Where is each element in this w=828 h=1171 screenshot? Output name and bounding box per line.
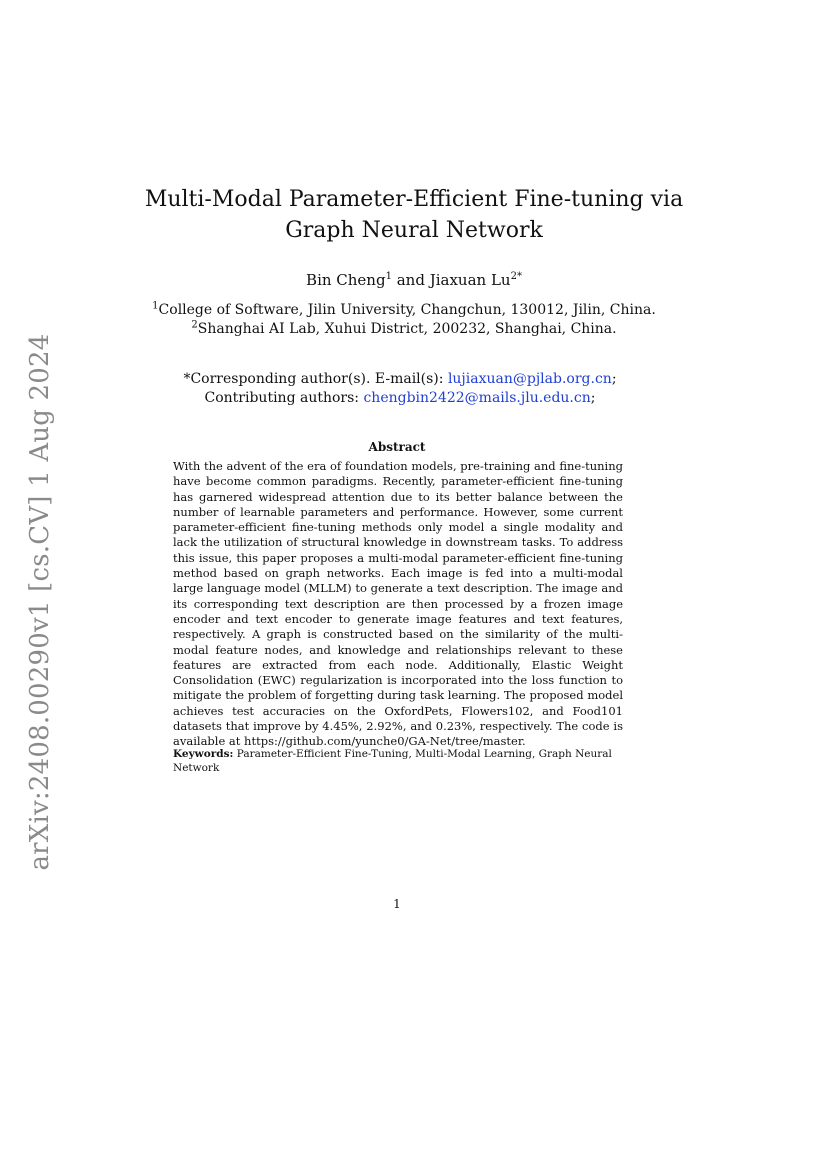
author-2-name: Jiaxuan Lu bbox=[429, 271, 511, 289]
affiliation-1-marker: 1 bbox=[152, 300, 159, 312]
paper-title bbox=[0, 184, 828, 246]
contributing-suffix: ; bbox=[590, 390, 596, 406]
keywords-text: Parameter-Efficient Fine-Tuning, Multi-Modal Learning, Graph Neural Network bbox=[173, 748, 616, 774]
title-line-1: Multi-Modal Parameter-Efficient Fine-tuning via bbox=[144, 187, 684, 212]
affiliation-2-text: Shanghai AI Lab, Xuhui District, 200232, Shanghai, China. bbox=[197, 321, 617, 337]
corresponding-label: *Corresponding author(s). E-mail(s): bbox=[183, 371, 448, 387]
corresponding-author-line bbox=[0, 370, 800, 389]
title-line-2: Graph Neural Network bbox=[285, 218, 543, 243]
arxiv-sidebar bbox=[20, 333, 60, 871]
arxiv-identifier: arXiv:2408.00290v1 [cs.CV] 1 Aug 2024 bbox=[25, 333, 55, 871]
keywords bbox=[173, 748, 623, 775]
abstract-body: With the advent of the era of foundation models, pre-training and fine-tuning have become common paradigms. Recently, parameter-efficient fine-tuning has garnered widespread attention due to its better balance between the number of learnable parameters and performance. However, some current parameter-efficient fine-tuning methods only model a single modality and lack the utilization of structural knowledge in downstream tasks. To address this issue, this paper proposes a multi-modal parameter-efficient fine-tuning method based on graph networks. Each image is fed into a multi-modal large language model (MLLM) to generate a text description. The image and its corresponding text description are then processed by a frozen image encoder and text encoder to generate image features and text features, respectively. A graph is constructed based on the similarity of the multi-modal feature nodes, and knowledge and relationships relevant to these features are extracted from each node. Additionally, Elastic Weight Consolidation (EWC) regularization is incorporated into the loss function to mitigate the problem of forgetting during task learning. The proposed model achieves test accuracies on the OxfordPets, Flowers102, and Food101 datasets that improve by 4.45%, 2.92%, and 0.23%, respectively. The code is available at https://github.com/yunche0/GA-Net/tree/master. bbox=[173, 459, 623, 749]
corresponding-email-link[interactable]: lujiaxuan@pjlab.org.cn bbox=[447, 371, 612, 387]
corresponding-suffix: ; bbox=[611, 371, 617, 387]
affiliation-2 bbox=[0, 320, 808, 339]
contributing-author-line bbox=[0, 389, 800, 408]
affiliations bbox=[0, 301, 808, 339]
abstract-heading: Abstract bbox=[368, 440, 426, 454]
contributing-email-link[interactable]: chengbin2422@mails.jlu.edu.cn bbox=[363, 390, 591, 406]
contributing-label: Contributing authors: bbox=[204, 390, 364, 406]
keywords-label: Keywords: bbox=[173, 748, 234, 760]
author-list bbox=[0, 270, 828, 290]
affiliation-2-marker: 2 bbox=[191, 319, 198, 331]
affiliation-1 bbox=[0, 301, 808, 320]
page-number: 1 bbox=[393, 897, 401, 911]
affiliation-1-text: College of Software, Jilin University, Changchun, 130012, Jilin, China. bbox=[158, 302, 656, 318]
correspondence bbox=[0, 370, 800, 408]
author-1-name: Bin Cheng bbox=[306, 271, 386, 289]
author-2-affil-marker: 2* bbox=[510, 271, 522, 282]
author-conjunction: and bbox=[391, 271, 430, 289]
author-1-affil-marker: 1 bbox=[385, 271, 392, 282]
